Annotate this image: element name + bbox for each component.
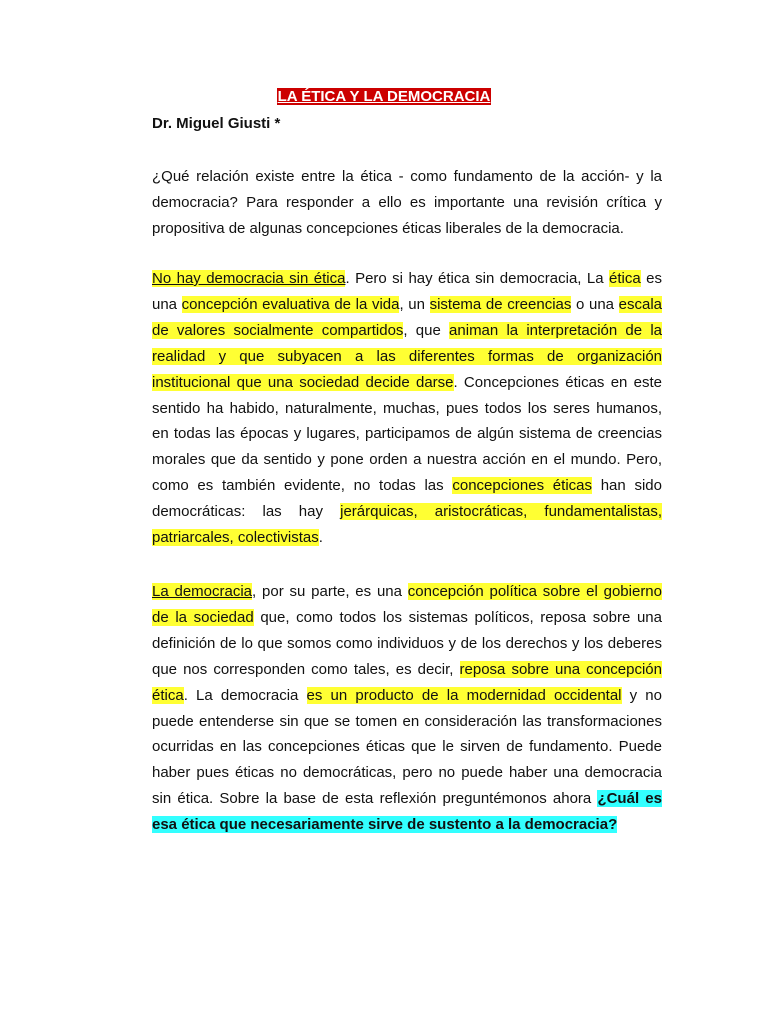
highlighted-underlined-text: La democracia xyxy=(152,583,253,600)
highlighted-underlined-text: No hay democracia sin ética xyxy=(152,270,346,287)
highlighted-text: animan la interpretación de la realidad y que subyacen a las diferentes formas de organización institucional que una sociedad decide darse xyxy=(152,321,663,391)
paragraph-text: , que xyxy=(403,321,450,339)
paragraph-text: es una xyxy=(152,270,662,313)
highlighted-text: escala de valores socialmente compartidos xyxy=(152,295,662,339)
paragraph-etica xyxy=(152,266,662,551)
paragraph-text: . xyxy=(318,529,323,547)
paragraph-text: . Pero si hay ética sin democracia, La xyxy=(345,270,610,287)
paragraph-text: o una xyxy=(571,295,619,313)
document-author: Dr. Miguel Giusti * xyxy=(152,115,281,132)
document-title xyxy=(0,88,768,106)
highlighted-text: sistema de creencias xyxy=(429,295,572,313)
paragraph-text: , un xyxy=(399,295,430,313)
paragraph-text: . La democracia xyxy=(183,686,307,704)
paragraph-text: que, como todos los sistemas políticos, reposa sobre una definición de lo que somos como individuos y de los derechos y los deberes que nos corresponden como tales, es decir, xyxy=(152,608,662,678)
paragraph-text: y no puede entenderse sin que se tomen en consideración las transformaciones ocurridas en las concepciones éticas que le sirven de fundamento. Puede haber pues éticas no democráticas, pero no puede haber una democracia sin ética. Sobre la base de esta reflexión preguntémonos ahora xyxy=(152,686,662,808)
paragraph-intro xyxy=(152,164,662,242)
highlighted-text: concepciones éticas xyxy=(452,477,592,495)
highlighted-text: es un producto de la modernidad occidental xyxy=(306,686,622,704)
highlighted-text: ética xyxy=(609,270,641,287)
highlighted-text: concepción política sobre el gobierno de la sociedad xyxy=(152,583,662,626)
paragraph-democracia xyxy=(152,579,662,838)
paragraph-text: han sido democráticas: las hay xyxy=(152,477,662,521)
paragraph-text: , por su parte, es una xyxy=(252,583,408,600)
highlighted-text: reposa sobre una concepción ética xyxy=(152,660,662,704)
document-title-text: LA ÉTICA Y LA DEMOCRACIA xyxy=(277,88,491,105)
highlighted-text: concepción evaluativa de la vida xyxy=(181,295,400,313)
paragraph-text: . Concepciones éticas en este sentido ha habido, naturalmente, muchas, pues todos los seres humanos, en todas las épocas y lugares, participamos de algún sistema de creencias morales que da sentido y pone orden a nuestra acción en el mundo. Pero, como es también evidente, no todas las xyxy=(152,373,662,495)
paragraph-text: ¿Qué relación existe entre la ética - como fundamento de la acción- y la democracia? Para responder a ello es importante una revisión crítica y propositiva de algunas concepciones éticas liberales de la democracia. xyxy=(152,168,662,237)
highlighted-text: jerárquicas, aristocráticas, fundamentalistas, patriarcales, colectivistas xyxy=(152,503,662,547)
highlighted-question: ¿Cuál es esa ética que necesariamente sirve de sustento a la democracia? xyxy=(152,790,662,834)
